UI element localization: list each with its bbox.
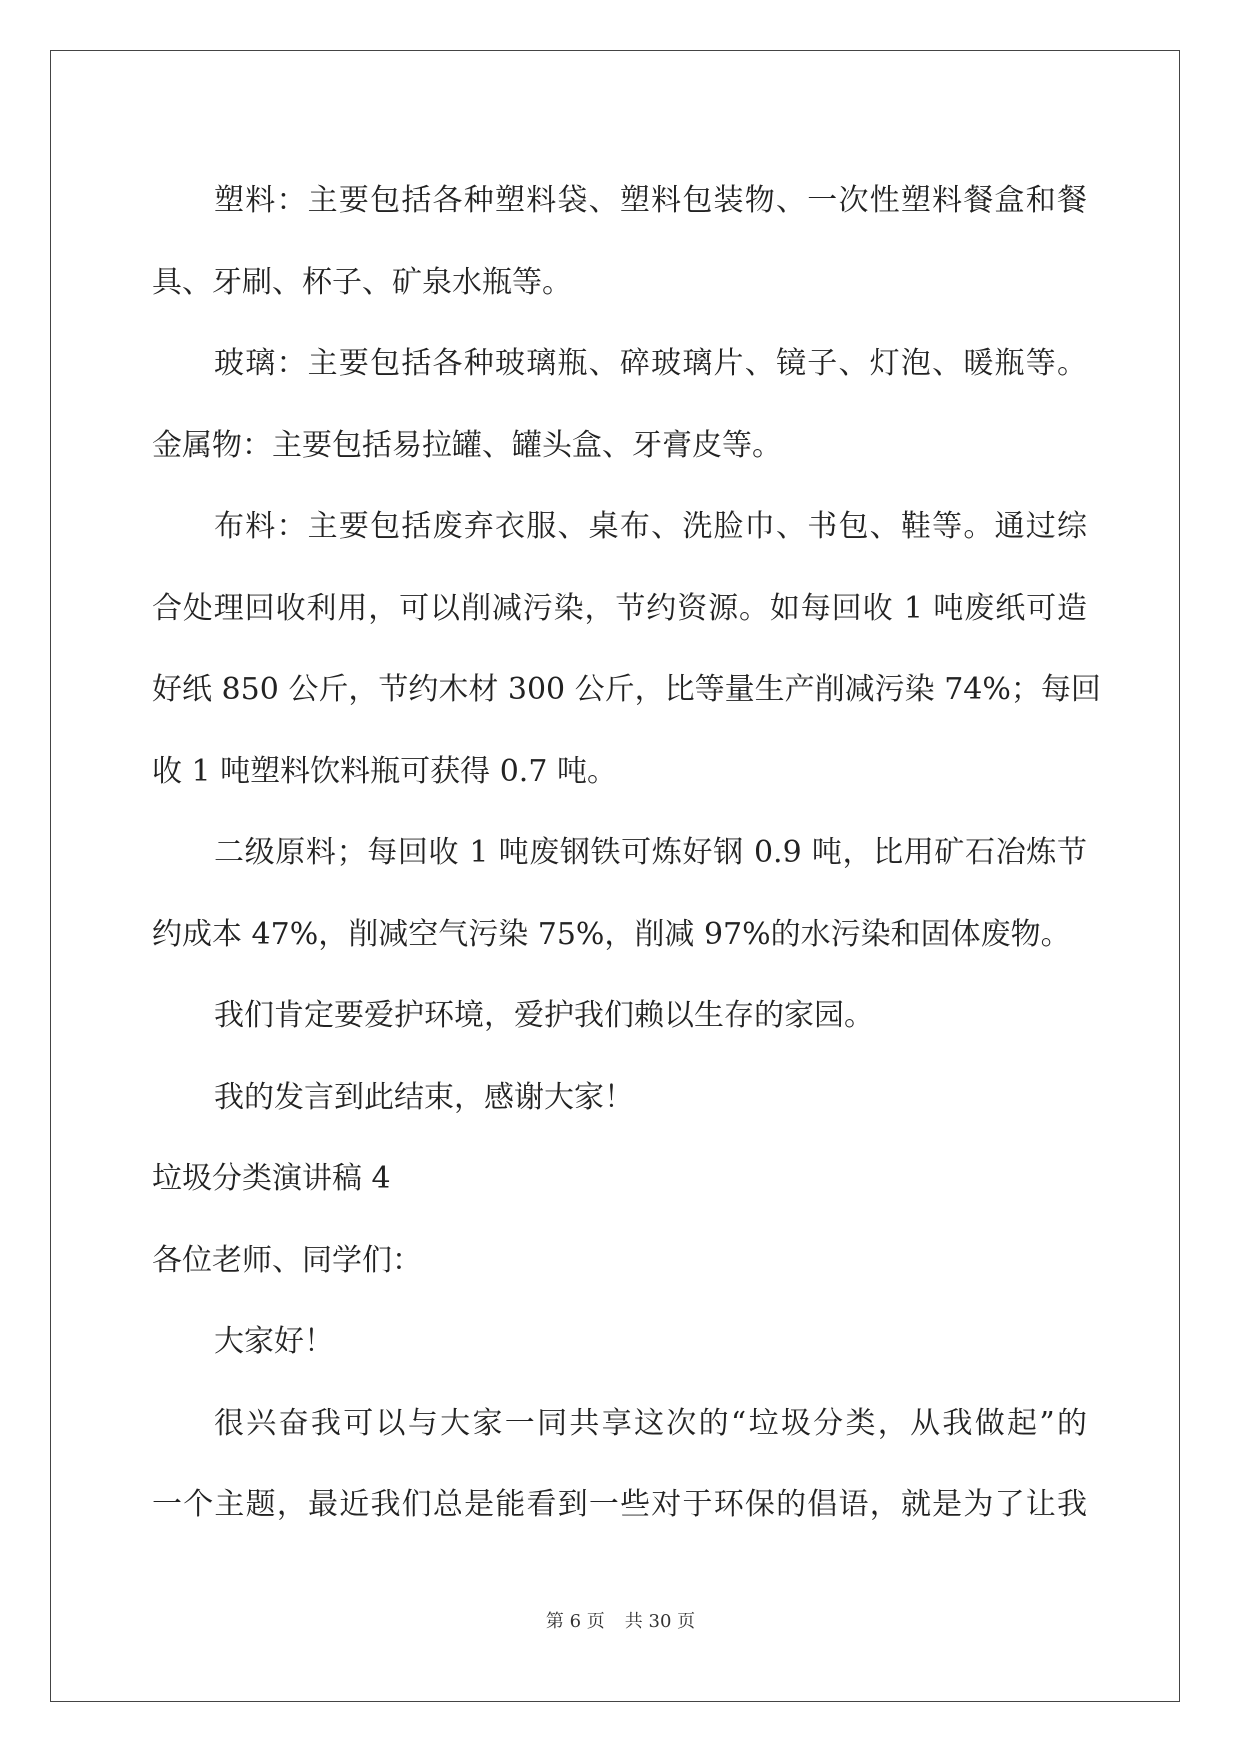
paragraph-plastic-line-1: 塑料：主要包括各种塑料袋、塑料包装物、一次性塑料餐盒和餐 <box>214 183 1087 218</box>
greeting: 大家好！ <box>214 1324 334 1359</box>
paragraph-cloth-line-1: 布料：主要包括废弃衣服、桌布、洗脸巾、书包、鞋等。通过综 <box>214 509 1087 544</box>
paragraph-intro-line-2: 一个主题，最近我们总是能看到一些对于环保的倡语，就是为了让我 <box>152 1487 1087 1522</box>
page-footer <box>0 1607 1241 1633</box>
current-page-number: 第 6 页 <box>545 1611 605 1632</box>
paragraph-protect-environment: 我们肯定要爱护环境，爱护我们赖以生存的家园。 <box>214 998 874 1033</box>
paragraph-steel-line-1: 二级原料；每回收 1 吨废钢铁可炼好钢 0.9 吨，比用矿石冶炼节 <box>214 835 1087 870</box>
paragraph-intro-line-1: 很兴奋我可以与大家一同共享这次的“垃圾分类，从我做起”的 <box>214 1405 1087 1441</box>
section-title: 垃圾分类演讲稿 4 <box>152 1161 391 1196</box>
paragraph-metal: 金属物：主要包括易拉罐、罐头盒、牙膏皮等。 <box>152 427 782 463</box>
paragraph-plastic-line-2: 具、牙刷、杯子、矿泉水瓶等。 <box>152 264 572 300</box>
paragraph-steel-line-2: 约成本 47%，削减空气污染 75%，削减 97%的水污染和固体废物。 <box>152 916 1071 952</box>
salutation: 各位老师、同学们： <box>152 1242 422 1278</box>
paragraph-cloth-line-3: 好纸 850 公斤，节约木材 300 公斤，比等量生产削减污染 74%；每回 <box>152 672 1101 707</box>
paragraph-closing: 我的发言到此结束，感谢大家！ <box>214 1079 634 1115</box>
paragraph-cloth-line-4: 收 1 吨塑料饮料瓶可获得 0.7 吨。 <box>152 753 617 789</box>
total-page-count: 共 30 页 <box>624 1611 696 1632</box>
paragraph-glass: 玻璃：主要包括各种玻璃瓶、碎玻璃片、镜子、灯泡、暖瓶等。 <box>214 346 1087 381</box>
paragraph-cloth-line-2: 合处理回收利用，可以削减污染，节约资源。如每回收 1 吨废纸可造 <box>152 590 1087 626</box>
document-body <box>152 160 1101 1546</box>
